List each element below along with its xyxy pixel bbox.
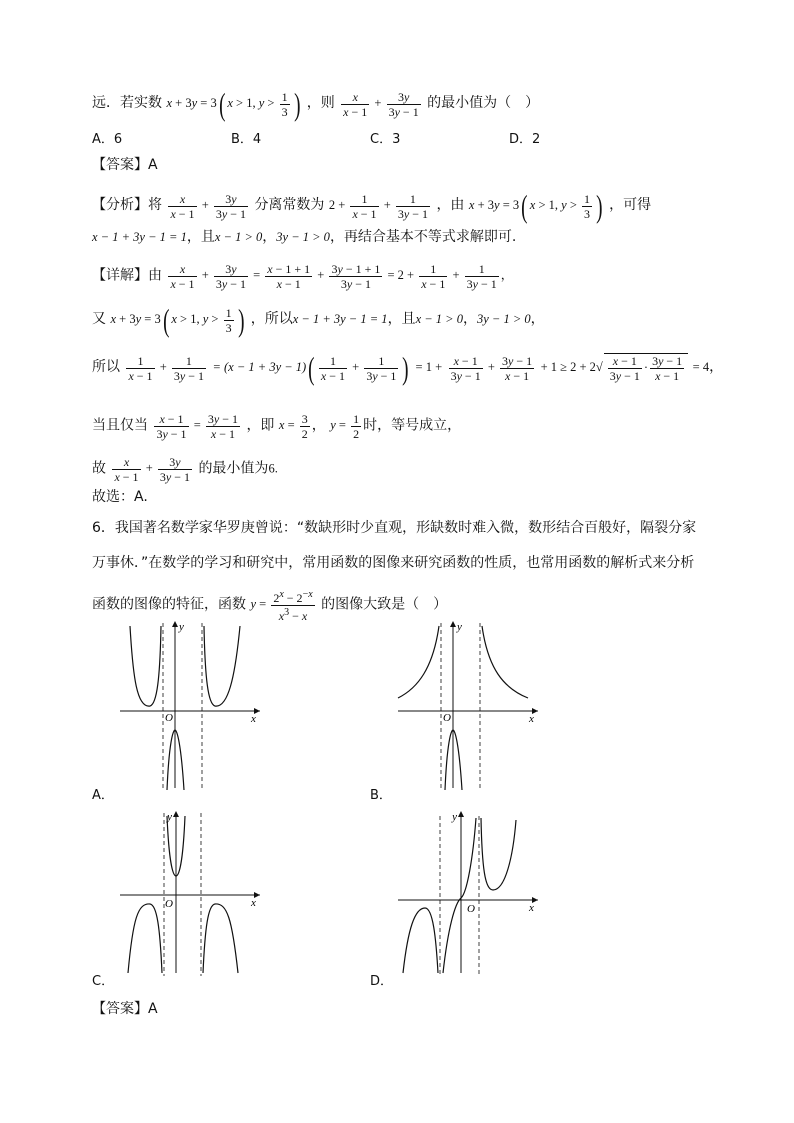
formula: x + 3y = 3( x > 1, y > $\frac{1}{3}$ ) xyxy=(468,188,603,224)
text: ， xyxy=(530,310,545,327)
q5-detail-line4 xyxy=(92,412,461,441)
text: 函数的图像的特征，函数 xyxy=(92,596,246,613)
formula: $\frac{x - 1}{3y - 1}$ + $\frac{3y - 1}{x - 1}$ xyxy=(450,353,533,383)
formula: 3y − 1 > 0 xyxy=(276,230,330,244)
curve-left xyxy=(130,626,161,706)
answer-value: A xyxy=(148,1001,158,1017)
answer-value: A xyxy=(148,157,158,173)
text: ，即 xyxy=(246,417,275,434)
origin-label: O xyxy=(165,898,173,910)
curve-middle xyxy=(443,818,476,973)
text: 由 xyxy=(148,267,162,284)
graph-label-d: D． xyxy=(370,974,394,989)
curve-left xyxy=(128,904,162,973)
text: 的最小值为 xyxy=(198,460,269,477)
formula: ( $\frac{1}{x - 1}$ + $\frac{1}{3y - 1}$ ) xyxy=(308,350,409,386)
text: ，可得 xyxy=(609,196,652,213)
text: ，且 xyxy=(186,229,215,245)
curve-right xyxy=(203,904,238,973)
formula: $\frac{x - 1}{3y - 1}$ = $\frac{3y - 1}{x - 1}$ xyxy=(156,412,238,441)
text: ， xyxy=(311,417,326,434)
text: ，所以 xyxy=(250,310,293,327)
q6-stem-line2: 万事休．”在数学的学习和研究中，常用函数的图像来研究函数的性质，也常用函数的解析式来分析 xyxy=(92,555,695,571)
y-arrow xyxy=(450,621,456,627)
formula: 6. xyxy=(268,461,278,476)
text: 的图像大致是（ ） xyxy=(321,596,448,613)
formula: y = $\frac{2^x - 2^{-x}}{x^3 - x}$ xyxy=(250,589,313,623)
x-label: x xyxy=(251,897,256,909)
y-arrow xyxy=(458,811,464,817)
formula: x − 1 > 0 xyxy=(214,230,263,244)
text: ，由 xyxy=(436,196,465,213)
q5-line1 xyxy=(92,88,539,120)
graph-d xyxy=(393,808,543,978)
formula: $\frac{x}{x - 1}$ + $\frac{3y}{3y - 1}$ xyxy=(114,455,190,484)
analysis-tag: 【分析】 xyxy=(92,196,148,213)
q5-detail-line5 xyxy=(92,455,278,484)
y-label: y xyxy=(179,621,184,633)
text: 当且仅当 xyxy=(92,417,148,434)
formula: $\frac{x}{x - 1}$ + $\frac{3y}{3y - 1}$ = $\frac{x - 1 + 1}{x - 1}$ + $\frac{3y - 1 + 1}{3y - 1}$ = 2 + $\frac{1}{x - 1}$ + $\frac{1}{3y - 1}$ ， xyxy=(170,262,514,291)
curve-right xyxy=(204,626,240,706)
q5-suffix: 的最小值为（ ） xyxy=(427,94,540,111)
formula: x + 3y = 3( x > 1, y > $\frac{1}{3}$ ) xyxy=(110,302,245,338)
x-label: x xyxy=(529,902,534,914)
formula: $\frac{x}{x - 1}$ + $\frac{3y}{3y - 1}$ xyxy=(343,89,419,119)
graph-c xyxy=(115,808,265,978)
y-label: y xyxy=(457,621,462,633)
option-c: C．3 xyxy=(370,132,401,147)
formula: x = $\frac{3}{2}$ xyxy=(278,412,308,441)
graph-b xyxy=(393,618,543,793)
graph-label-c: C． xyxy=(92,974,115,989)
option-a: A．6 xyxy=(92,132,123,147)
detail-tag: 【详解】 xyxy=(92,267,148,284)
text: 分离常数为 xyxy=(254,196,325,213)
origin-label: O xyxy=(165,712,173,724)
text: 又 xyxy=(92,310,106,327)
option-d: D．2 xyxy=(509,132,541,147)
text: ， xyxy=(462,310,477,327)
curve-left xyxy=(398,626,439,698)
origin-label: O xyxy=(443,712,451,724)
formula: = (x − 1 + 3y − 1) xyxy=(212,359,307,374)
q5-analysis-line2 xyxy=(92,230,516,244)
formula: x − 1 > 0 xyxy=(415,311,463,326)
text: ，再结合基本不等式求解即可. xyxy=(329,229,517,245)
formula: √ $\frac{x - 1}{3y - 1}$ · $\frac{3y - 1}{x - 1}$ xyxy=(596,360,688,374)
formula: x − 1 + 3y − 1 = 1 xyxy=(92,230,187,244)
formula: = 4 xyxy=(692,359,710,374)
y-label: y xyxy=(452,811,457,823)
formula: = 1 + xyxy=(415,359,443,374)
text: ，且 xyxy=(387,310,416,327)
x-label: x xyxy=(251,713,256,725)
y-label: y xyxy=(167,811,172,823)
q5-mid: ，则 xyxy=(306,94,335,111)
formula: y = $\frac{1}{2}$ xyxy=(330,412,360,441)
y-arrow xyxy=(173,811,179,817)
formula: + 1 ≥ 2 + 2 xyxy=(540,359,596,374)
formula: x − 1 + 3y − 1 = 1 xyxy=(292,311,388,326)
formula: 2 + $\frac{1}{x - 1}$ + $\frac{1}{3y - 1}$ xyxy=(328,191,428,221)
graph-label-b: B． xyxy=(370,788,392,803)
formula: $\frac{x}{x - 1}$ + $\frac{3y}{3y - 1}$ xyxy=(170,191,246,221)
q5-detail-line3 xyxy=(92,352,723,384)
graph-a xyxy=(115,618,265,793)
formula: 3y − 1 > 0 xyxy=(476,311,531,326)
q6-answer xyxy=(92,1002,158,1016)
text: ， xyxy=(262,229,277,245)
q5-answer xyxy=(92,158,158,172)
q5-detail-line2 xyxy=(92,304,545,336)
q5-prefix: 远．若实数 xyxy=(92,94,162,111)
q5-analysis-line1 xyxy=(92,190,651,222)
q5-choose: 故选：A. xyxy=(92,489,148,505)
text: 将 xyxy=(148,196,162,213)
formula: x + 3y = 3( x > 1, y > $\frac{1}{3}$ ) xyxy=(166,86,301,122)
text: ， xyxy=(709,358,724,375)
y-arrow xyxy=(172,621,178,627)
option-b: B．4 xyxy=(231,132,262,147)
q6-stem-line1: 6．我国著名数学家华罗庚曾说：“数缺形时少直观，形缺数时难入微，数形结合百般好，隔裂分家 xyxy=(92,520,697,536)
graph-label-a: A． xyxy=(92,788,114,803)
text: 时，等号成立， xyxy=(363,417,462,434)
formula: $\frac{1}{x - 1}$ + $\frac{1}{3y - 1}$ xyxy=(128,353,204,383)
curve-right xyxy=(481,818,516,890)
curve-left xyxy=(403,908,438,973)
q5-detail-line1 xyxy=(92,262,513,291)
x-label: x xyxy=(529,713,534,725)
answer-tag: 【答案】 xyxy=(92,157,148,173)
answer-tag: 【答案】 xyxy=(92,1001,148,1017)
curve-right xyxy=(482,626,528,698)
text: 所以 xyxy=(92,358,120,375)
text: 故 xyxy=(92,460,106,477)
origin-label: O xyxy=(467,903,475,915)
